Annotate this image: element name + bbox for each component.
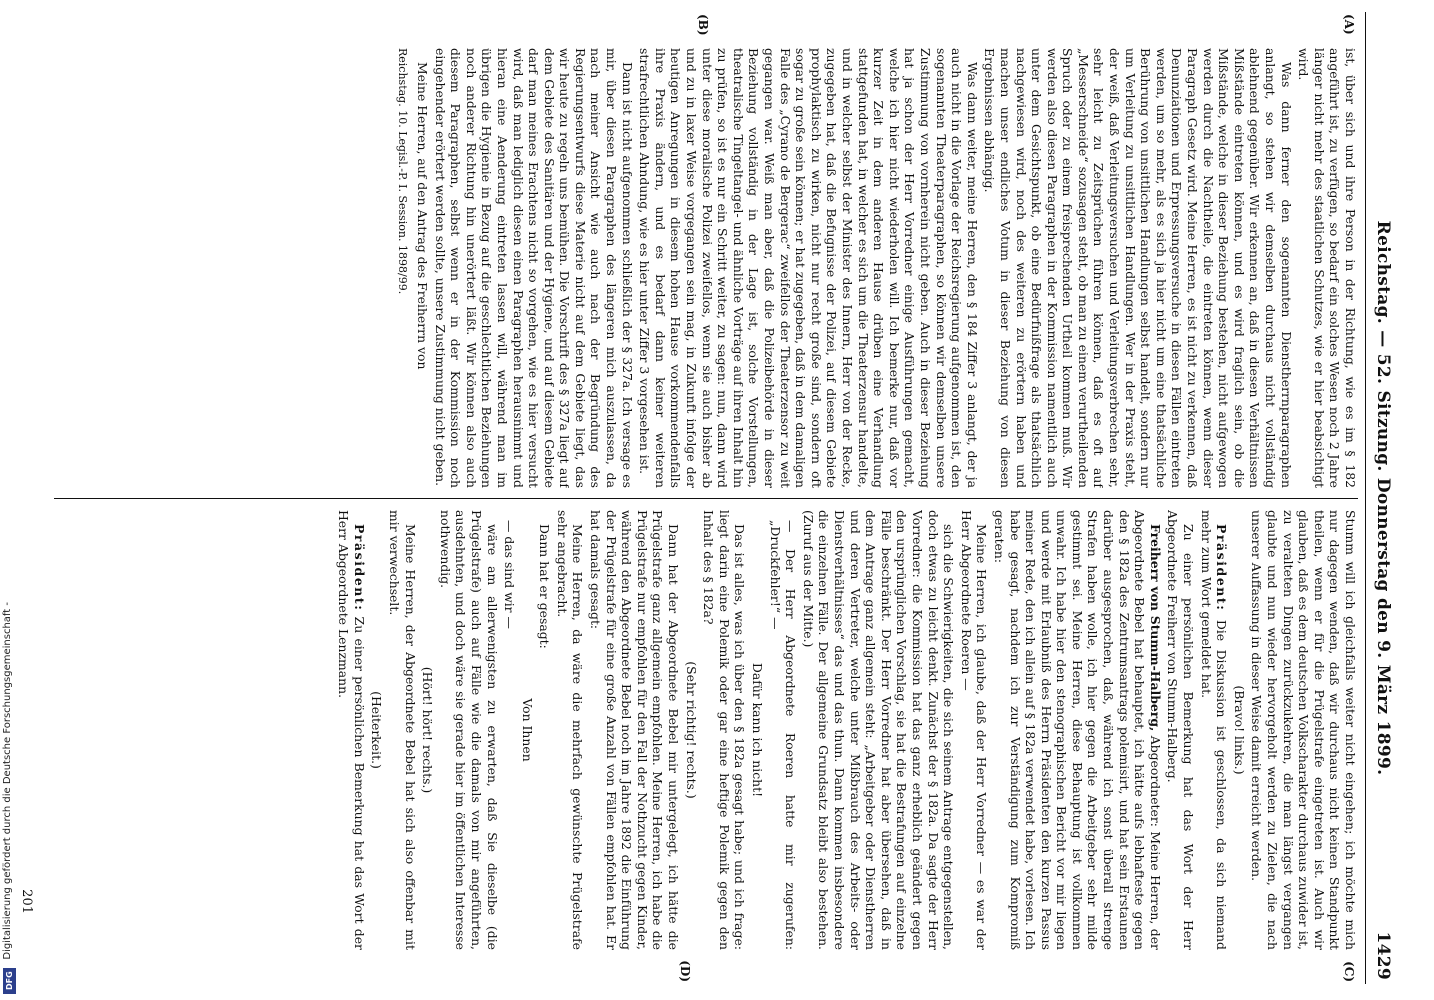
session-footer: Reichstag. 10. Legisl.-P. I. Session. 1898/99.: [396, 48, 410, 295]
dfg-logo: DFG: [3, 968, 16, 994]
applause-note: (Heiterkeit.): [369, 691, 385, 769]
applause-note: (Sehr richtig! rechts.): [683, 661, 699, 799]
paragraph: Was dann weiter, meine Herren, den § 184 Ziffer 3 anlangt, der ja auch nicht in die Vorlage der Reichsregierung aufgenommen ist, den sogenannten Theaterparagraphen, so können wir demselben unsere Zustimmung von vornherein nicht geben. Auch in dieser Beziehung hat ja schon der Herr Vorredner einige Ausführungen gemacht, welche ich hier nicht wiederholen will. Ich bemerke nur, daß vor kurzer Zeit in dem anderen Hause drüben eine Verhandlung stattgefunden hat, in welcher es sich um die Theaterzensur handelte, und in welcher selbst der Minister des Innern, Herr von der Recke, zugegeben hat, daß die Befugnisse der Polizei, auf diesem Gebiete prophylaktisch zu wirken, nicht nur recht große sind, sondern oft sogar zu große sein können; er hat zugegeben, daß in dem damaligen Falle des „Cyrano de Bergerac“ zweifellos der Theaterzensor zu weit gegangen war. Weiß man aber, daß die Polizeibehörde in dieser Beziehung vollständig in der Lage ist, solche Vorstellungen, theatralische Tingeltangel- und ähnliche Vorträge auf ihren Inhalt hin zu prüfen, so ist es nur ein Schritt weiter, zu sagen: nun, dann wird unter diese moralische Polizei zweifellos, wenn sie auch bisher ab und zu in laxer Weise vorgegangen sein mag, in Zukunft infolge der heutigen Anregungen in diesem hohen Hause vorkommendenfalls ihre Praxis ändern, und es bedarf dann keiner weiteren strafrechtlichen Ahndung, wie es hier unter Ziffer 3 vorgesehen ist.: [637, 48, 980, 488]
speaker-label: Präsident:: [351, 524, 367, 612]
paragraph: Meine Herren, der Abgeordnete Bebel hat sich also offenbar mit mir verwechselt.: [386, 510, 418, 950]
paragraph: Dann ist nicht aufgenommen schließlich der § 327a. Ich versage es mir, über diesen Paragraphen des längeren mich auszulassen, da nach meiner Ansicht wie auch nach der Begründung des Regierungsentwurfs diese Materie nicht auf dem Gebiete liegt, das wir heute zu regeln uns bemühen. Die Vorschrift des § 327a liegt auf dem Gebiete des Sanitären und der Hygiene, und auf diesem Gebiete darf man meines Erachtens nicht so vorgehen, wie es hier versucht wird, daß man lediglich diesen einen Paragraphen herausnimmt und hieran eine Aenderung eintreten lassen will, während man im übrigen die Hygienie in Bezug auf die geschlechtlichen Beziehungen noch anderer Richtung hin unerörtert läßt. Wir können also auch diesem Paragraphen, selbst wenn er in der Kommission noch eingehender erörtert werden sollte, unsere Zustimmung nicht geben.: [432, 48, 635, 488]
page-number: 1429: [1373, 931, 1393, 980]
stumm-speech: [991, 510, 1163, 950]
quote-line: Meine Herren, da wäre die mehrfach gewünschte Prügelstrafe sehr angebracht.: [554, 510, 586, 950]
president-remark: [336, 510, 367, 950]
quote-line: wäre am allerwenigsten zu erwarten, daß Sie dieselbe (die Prügelstrafe) auch auf Fälle wie die damals von mir angeführten, ausdehnten, und doch wäre sie gerade hier im öffentlichen Interesse nothwendig.: [437, 510, 500, 950]
interjection: — das sind wir —: [502, 520, 518, 629]
speech-text: Zu einer persönlichen Bemerkung hat das Wort der Herr Abgeordnete Lenzmann.: [336, 510, 367, 950]
column-divider: [54, 498, 1358, 499]
paragraph: ist, über sich und ihre Person in der Richtung, wie es im § 182 angeführt ist, zu verfügen, so bedarf ein solches Wesen noch 2 Jahre länger nicht mehr des staatlichen Schutzes, wie er hier beabsichtigt wird.: [1296, 48, 1358, 488]
margin-marker-c: (C): [1342, 961, 1356, 982]
paragraph: Zu einer persönlichen Bemerkung hat das Wort der Herr Abgeordnete Freiherr von Stumm-Halberg.: [1165, 510, 1197, 950]
quote-line: Von Ihnen: [519, 698, 535, 762]
margin-marker-a: (A): [1342, 14, 1356, 35]
paragraph: Was dann ferner den sogenannten Dienstherrnparagraphen anlangt, so stehen wir demselben durchaus nicht vollständig ablehnend gegenüber. Wir erkennen an, daß in diesen Verhältnissen Mißstände eintreten können, und es wird fraglich sein, ob die Mißstände, welche in dieser Beziehung bestehen, nicht aufgewogen werden durch die Nachtheile, die eintreten können, wenn dieser Paragraph Gesetz wird. Meine Herren, es ist nicht zu verkennen, daß Denunziationen und Erpressungsversuche in diesen Fällen eintreten werden, um so mehr, als es sich ja hier nicht um eine thatsächliche Berührung von unsittlichen Handlungen selbst handelt, sondern nur um Verleitung zu unsittlichen Handlungen. Wer in der Praxis steht, der weiß, daß Verleitungsversuchen und Verleitungsverbrechen sehr, sehr leicht zu Zeitsprüchen führen können, daß es oft auf „Messerschneide“ sozusagen steht, ob man zu einem verurtheilenden Spruch oder zu einem freisprechenden Urtheil kommen muß. Wir werden also diesen Paragraphen in der Kommission namentlich auch unter dem Gesichtspunkt, ob eine Bedürfnißfrage als thatsächlich nachgewiesen wird, noch des weiteren zu erörtern haben und machen unser endliches Votum in dieser Beziehung von diesen Ergebnissen abhängig.: [982, 48, 1294, 488]
running-head: [1365, 12, 1392, 984]
folio-number: 201: [18, 889, 34, 914]
quote-body: sich die Schwierigkeiten, die sich seinem Antrage entgegenstellen, doch etwas zu leicht denkt. Zunächst der § 182a. Da sagte der Herr Vorredner: die Kommission hat das ganz erheblich geändert gegen den ursprünglichen Vorschlag, sie hat die Bestrafungen auf einzelne Fälle beschränkt. Der Herr Vorredner hat aber übersehen, daß in dem Antrage ganz allgemein steht: „Arbeitgeber oder Dienstherren und deren Vertreter, welche unter Mißbrauch des Arbeits- oder Dienstverhältnisses“ das und das thun. Dann kommen insbesondere die einzelnen Fälle. Der allgemeine Grundsatz bleibt also bestehen. (Zuruf aus der Mitte.): [800, 510, 957, 950]
speech-text: Die Diskussion ist geschlossen, da sich niemand mehr zum Wort gemeldet hat.: [1198, 510, 1230, 950]
margin-marker-b: (B): [696, 14, 710, 36]
quote-line: Dafür kann ich nicht!: [750, 662, 766, 798]
applause-note: (Hört! hört! rechts.): [420, 666, 436, 794]
speaker-label: Präsident:: [1214, 524, 1230, 612]
digitization-credit: Digitalisierung gefördert durch die Deutsche Forschungsgemeinschaft -: [2, 602, 13, 960]
quote-intro: Meine Herren, ich glaube, daß der Herr Vorredner — es war der Herr Abgeordnete Roeren —: [958, 510, 990, 950]
paragraph: Stumm will ich gleichfalls weiter nicht eingehen; ich möchte mich nur dagegen wenden, daß wir durchaus nicht keinen Standpunkt theilen, wenn er für die Prügelstrafe eingetreten ist. Auch wir glauben, daß es dem deutschen Volkscharakter durchaus zuwider ist, zu veralteten Dingen zurückzukehren, die man längst vergangen glaubte und nun wieder hervorgeholt werden zu Zielen, die nach unserer Auffassung in dieser Weise damit erreicht werden.: [1249, 510, 1358, 950]
interjection: — Der Herr Abgeordnete Roeren hatte mir zugerufen: „Druckfehler!“ —: [767, 520, 799, 950]
page-content: [14, 12, 1392, 984]
right-column: [14, 510, 1358, 950]
running-title: Reichstag. — 52. Sitzung. Donnerstag den 9. März 1899.: [1373, 220, 1393, 776]
paragraph: Dann hat der Abgeordnete Bebel mir untergelegt, ich hätte die Prügelstrafe ganz allgemein empfohlen. Meine Herren, ich habe die Prügelstrafe nur empfohlen für den Fall der Nothzucht gegen Kinder, während den Abgeordnete Bebel noch im Jahre 1892 die Einführung der Prügelstrafe für eine große Anzahl von Fällen empfohlen hat. Er hat damals gesagt:: [588, 510, 682, 950]
paragraph: Meine Herren, auf den Antrag des Freiherrn von: [414, 62, 430, 370]
applause-note: (Bravo! links.): [1231, 685, 1247, 775]
president-remark: [1198, 510, 1229, 950]
paragraph: Das ist alles, was ich über den § 182a gesagt habe; und ich frage: liegt darin eine Polemik oder gar eine heftige Polemik gegen den Inhalt des § 182a?: [701, 510, 748, 950]
margin-marker-d: (D): [678, 960, 692, 982]
speaker-label: Freiherr von Stumm-Halberg,: [1147, 524, 1163, 732]
paragraph: Dann hat er gesagt:: [537, 524, 553, 649]
left-column: [14, 48, 1358, 488]
speech-text: Abgeordneter: Meine Herren, der Abgeordnete Bebel hat behauptet, ich hätte aufs lebhafteste gegen den § 182a des Zentrumsantrags polemisirt, und hat sein Erstaunen darüber ausgesprochen, daß, während ich sonst überall strenge Strafen haben wolle, ich hier gegen die Arbeitgeber sehr milde gestimmt sei. Meine Herren, diese Behauptung ist vollkommen unwahr. Ich habe hier den stenographischen Bericht vor mir liegen und werde mit Erlaubniß des Herrn Präsidenten den kurzen Passus meiner Rede, den ich allein auf § 182a verwendet habe, vorlesen. Ich habe gesagt, nachdem ich zur Verständigung zum Kompromiß geraten:: [991, 510, 1163, 950]
